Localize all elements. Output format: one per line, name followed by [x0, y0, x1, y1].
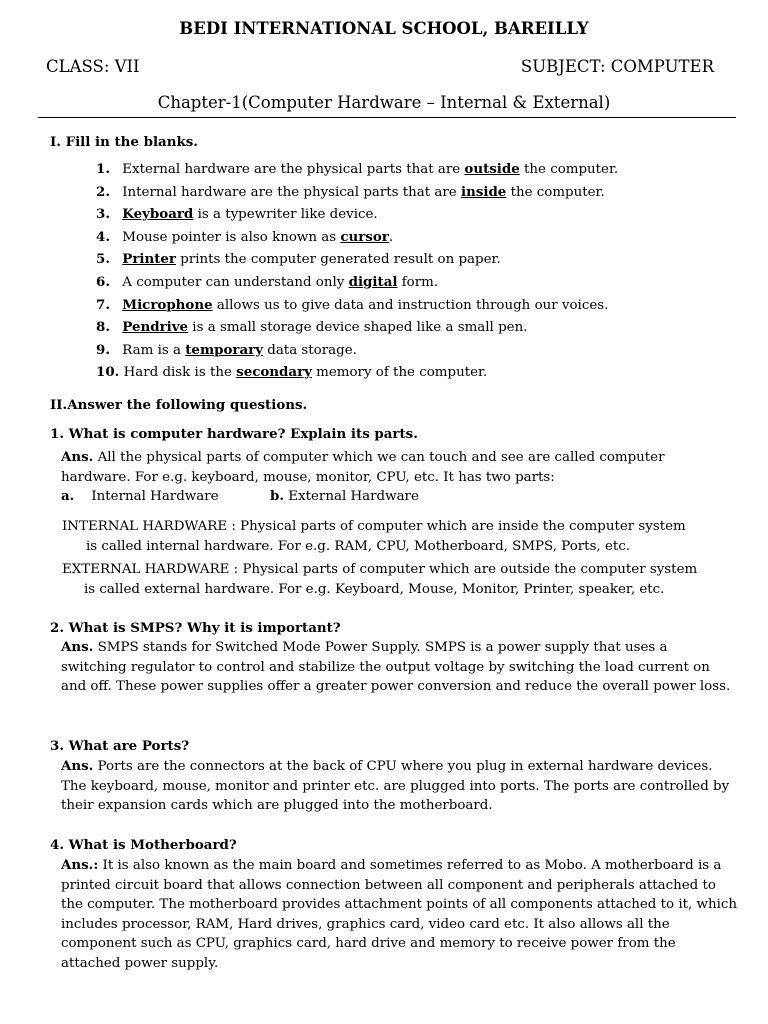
subject-label: SUBJECT: COMPUTER [520, 57, 714, 76]
section-fill-blanks-title: I. Fill in the blanks. [50, 134, 198, 150]
internal-hardware-definition: INTERNAL HARDWARE : Physical parts of computer which are inside the computer system is called internal hardware. For e.g. RAM, CPU, Motherboard, SMPS, Ports, etc. [62, 519, 686, 554]
list-item: 9. Ram is a temporary data storage. [96, 341, 357, 358]
fill-blanks-list [96, 160, 746, 386]
list-item: 8. Pendrive is a small storage device shaped like a small pen. [96, 319, 528, 336]
external-hardware-definition: EXTERNAL HARDWARE : Physical parts of computer which are outside the computer system is called external hardware. For e.g. Keyboard, Mouse, Monitor, Printer, speaker, etc. [62, 562, 698, 597]
list-item: 1. External hardware are the physical parts that are outside the computer. [96, 161, 619, 177]
list-item: 2. Internal hardware are the physical parts that are inside the computer. [96, 183, 605, 200]
answer-4: Ans.: It is also known as the main board and sometimes referred to as Mobo. A motherboard is a printed circuit board that allows connection between all component and peripherals attached to the computer. The motherboard provides attachment points of all components attached to it, which includes processor, RAM, Hard drives, graphics card, video card etc. It also allows all the component such as CPU, graphics card, hard drive and memory to receive power from the attached power supply. [61, 857, 737, 971]
question-1: 1. What is computer hardware? Explain its parts. [50, 426, 418, 442]
class-subject-line [46, 56, 714, 78]
class-label: CLASS: VII [46, 57, 140, 76]
list-item: 10. Hard disk is the secondary memory of the computer. [96, 364, 488, 381]
hardware-part-b: b. External Hardware [270, 488, 419, 504]
header-divider [38, 117, 736, 118]
answer-1: Ans. All the physical parts of computer which we can touch and see are called computer hardware. For e.g. keyboard, mouse, monitor, CPU, etc. It has two parts: [61, 449, 665, 485]
question-3: 3. What are Ports? [50, 738, 190, 754]
hardware-parts: a. Internal Hardware [61, 488, 219, 504]
school-name: BEDI INTERNATIONAL SCHOOL, BAREILLY [179, 19, 589, 38]
list-item: 4. Mouse pointer is also known as cursor. [96, 228, 394, 245]
chapter-title: Chapter-1(Computer Hardware – Internal & External) [157, 93, 611, 112]
section-answer-questions-title: II.Answer the following questions. [50, 397, 308, 413]
list-item: 6. A computer can understand only digital form. [96, 273, 439, 290]
answer-2: Ans. SMPS stands for Switched Mode Power Supply. SMPS is a power supply that uses a switching regulator to control and stabilize the output voltage by switching the load current on and off. These power supplies offer a greater power conversion and reduce the overall power loss. [61, 639, 731, 695]
question-4: 4. What is Motherboard? [50, 837, 237, 853]
list-item: 5. Printer prints the computer generated result on paper. [96, 251, 501, 268]
question-2: 2. What is SMPS? Why it is important? [50, 620, 341, 636]
list-item: 3. Keyboard is a typewriter like device. [96, 206, 378, 223]
answer-3: Ans. Ports are the connectors at the back of CPU where you plug in external hardware devices. The keyboard, mouse, monitor and printer etc. are plugged into ports. The ports are controlled by their expansion cards which are plugged into the motherboard. [61, 758, 730, 814]
list-item: 7. Microphone allows us to give data and instruction through our voices. [96, 296, 609, 313]
